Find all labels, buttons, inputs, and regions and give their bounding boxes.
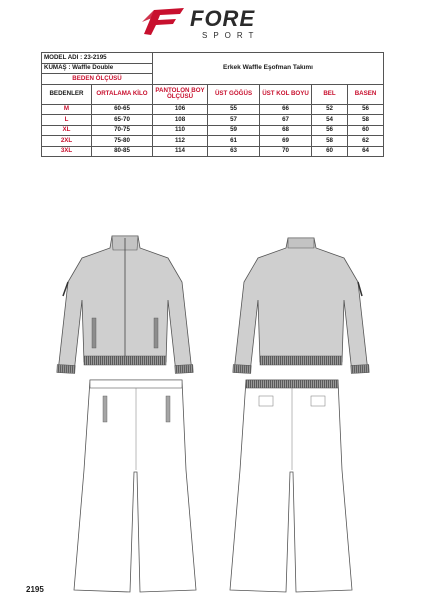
table-cell: 110 <box>153 125 208 136</box>
table-row <box>42 104 384 115</box>
size-cell: L <box>42 115 92 126</box>
table-header-row <box>42 84 384 104</box>
header-cell: ÜST GÖĞÜS <box>208 84 260 104</box>
header-cell: ÜST KOL BOYU <box>260 84 312 104</box>
size-section-label: BEDEN ÖLÇÜSÜ <box>42 74 153 85</box>
size-cell: XL <box>42 125 92 136</box>
jacket-front-illustration <box>57 236 193 373</box>
table-cell: 54 <box>312 115 348 126</box>
table-cell: 80-85 <box>92 146 153 157</box>
table-cell: 61 <box>208 136 260 147</box>
model-label: MODEL ADI : <box>44 53 83 61</box>
product-title: Erkek Waffle Eşofman Takımı <box>153 53 384 85</box>
table-cell: 59 <box>208 125 260 136</box>
table-cell: 69 <box>260 136 312 147</box>
product-code: 2195 <box>26 585 44 594</box>
header-cell: BASEN <box>348 84 384 104</box>
table-cell: 64 <box>348 146 384 157</box>
table-cell: 65-70 <box>92 115 153 126</box>
header-cell: BEL <box>312 84 348 104</box>
table-cell: 57 <box>208 115 260 126</box>
brand-tagline: SPORT <box>202 31 260 40</box>
table-cell: 56 <box>312 125 348 136</box>
brand-name: FORE <box>190 6 256 31</box>
header-cell: PANTOLON BOY ÖLÇÜSÜ <box>153 84 208 104</box>
table-cell: 60 <box>348 125 384 136</box>
table-cell: 58 <box>312 136 348 147</box>
table-cell: 106 <box>153 104 208 115</box>
size-cell: 3XL <box>42 146 92 157</box>
model-value: 23-2195 <box>83 53 107 61</box>
table-cell: 112 <box>153 136 208 147</box>
table-cell: 63 <box>208 146 260 157</box>
table-row <box>42 125 384 136</box>
table-cell: 52 <box>312 104 348 115</box>
pants-back-illustration <box>230 380 352 592</box>
table-cell: 70 <box>260 146 312 157</box>
model-row <box>42 53 384 64</box>
table-cell: 55 <box>208 104 260 115</box>
table-cell: 60-65 <box>92 104 153 115</box>
table-cell: 67 <box>260 115 312 126</box>
header-cell: ORTALAMA KİLO <box>92 84 153 104</box>
brand-logo <box>140 2 290 42</box>
table-cell: 58 <box>348 115 384 126</box>
size-cell: M <box>42 104 92 115</box>
table-cell: 68 <box>260 125 312 136</box>
table-cell: 75-80 <box>92 136 153 147</box>
table-cell: 114 <box>153 146 208 157</box>
table-row <box>42 146 384 157</box>
table-cell: 62 <box>348 136 384 147</box>
pants-front-illustration <box>74 380 196 592</box>
table-cell: 70-75 <box>92 125 153 136</box>
table-row <box>42 136 384 147</box>
fabric-label: KUMAŞ : Waffle Double <box>42 63 153 74</box>
header-cell: BEDENLER <box>42 84 92 104</box>
size-cell: 2XL <box>42 136 92 147</box>
fore-logo-icon <box>142 8 184 35</box>
jacket-back-illustration <box>233 238 369 373</box>
table-cell: 108 <box>153 115 208 126</box>
size-chart-table <box>41 52 384 157</box>
table-cell: 56 <box>348 104 384 115</box>
table-cell: 66 <box>260 104 312 115</box>
table-cell: 60 <box>312 146 348 157</box>
table-row <box>42 115 384 126</box>
